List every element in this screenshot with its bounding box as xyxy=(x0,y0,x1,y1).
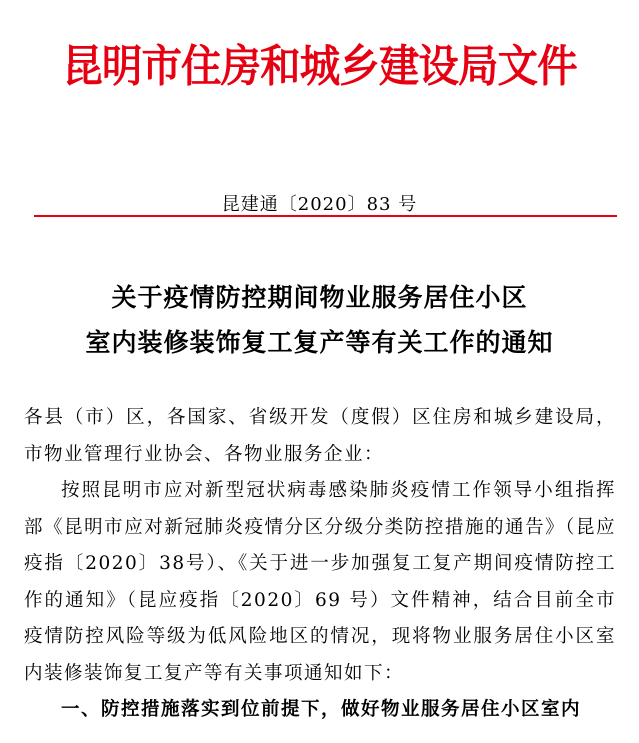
document-title-line-1: 关于疫情防控期间物业服务居住小区 xyxy=(111,283,528,312)
main-paragraph: 按照昆明市应对新型冠状病毒感染肺炎疫情工作领导小组指挥部《昆明市应对新冠肺炎疫情分区分级分类防控措施的通告》（昆应疫指〔2020〕38号）、《关于进一步加强复工复产期间疫情防控工作的通知》（昆应疫指〔2020〕69 号）文件精神，结合目前全市疫情防控风险等级为低风险地区的情况，现将物业服务居住小区室内装修装饰复工复产等有关事项通知如下： xyxy=(24,480,616,684)
document-body xyxy=(24,400,616,729)
recipients-paragraph: 各县（市）区，各国家、省级开发（度假）区住房和城乡建设局，市物业管理行业协会、各物业服务企业： xyxy=(24,407,616,465)
document-title-line-2: 室内装修装饰复工复产等有关工作的通知 xyxy=(85,328,554,357)
section-heading-1: 一、防控措施落实到位前提下，做好物业服务居住小区室内 xyxy=(61,699,582,720)
red-divider-line xyxy=(34,215,617,217)
document-number: 昆建通〔2020〕83 号 xyxy=(221,194,418,215)
document-header: 昆明市住房和城乡建设局文件 xyxy=(62,41,577,92)
